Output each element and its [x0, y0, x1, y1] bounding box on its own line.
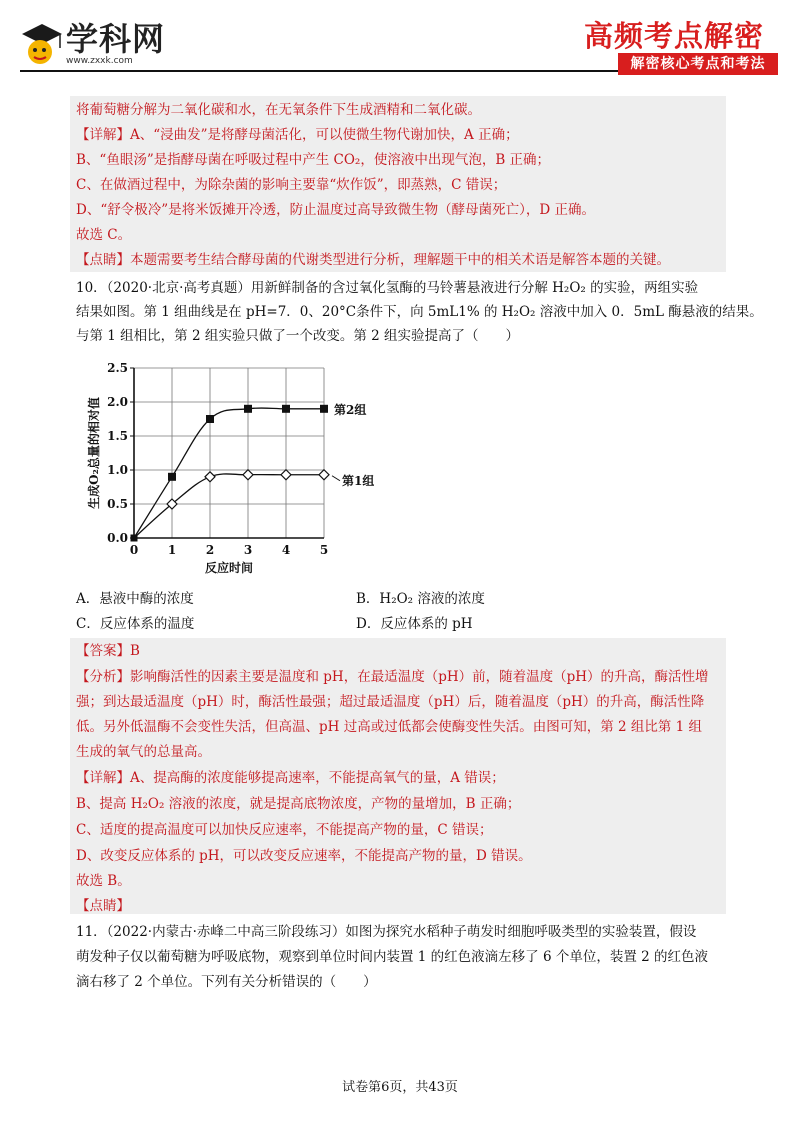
x-tick-label: 5 [319, 543, 329, 557]
q9-line: 【点睛】本题需要考生结合酵母菌的代谢类型进行分析，理解题干中的相关术语是解答本题的关键。 [76, 252, 670, 268]
q10-stem-line: 10．（2020·北京·高考真题）用新鲜制备的含过氧化氢酶的马铃薯悬液进行分解 H₂O₂ 的实验，两组实验 [76, 280, 699, 296]
q10-explanation-line: 故选 B。 [76, 873, 131, 889]
q10-explanation-line: 【点睛】 [76, 898, 130, 914]
data-point-square [282, 405, 290, 413]
x-tick-label: 0 [129, 543, 139, 557]
data-point-square [168, 473, 176, 481]
data-point-square [244, 405, 252, 413]
q10-explanation-line: 【分析】影响酶活性的因素主要是温度和 pH，在最适温度（pH）前，随着温度（pH）的升高，酶活性增 [76, 669, 709, 685]
q10-explanation-line: 生成的氧气的总量高。 [76, 744, 211, 760]
y-tick-label: 0.5 [107, 497, 128, 511]
q11-stem-line: 萌发种子仅以葡萄糖为呼吸底物，观察到单位时间内装置 1 的红色液滴左移了 6 个单位，装置 2 的红色液 [76, 949, 709, 965]
data-point-diamond [243, 470, 253, 480]
logo-text: 学科网 [66, 20, 166, 58]
data-point-diamond [205, 472, 215, 482]
q10-answer: 【答案】B [76, 643, 140, 659]
x-tick-label: 2 [205, 543, 215, 557]
q9-line: B、“鱼眼汤”是指酵母菌在呼吸过程中产生 CO₂，使溶液中出现气泡，B 正确； [76, 152, 551, 168]
y-tick-label: 2.0 [107, 395, 128, 409]
banner-title: 高频考点解密 [584, 19, 765, 53]
q10-stem-line: 结果如图。第 1 组曲线是在 pH=7．0、20°C条件下，向 5mL1% 的 H₂O₂ 溶液中加入 0．5mL 酶悬液的结果。 [76, 304, 763, 320]
data-point-diamond [281, 470, 291, 480]
enzyme-reaction-chart [84, 356, 374, 578]
series-label-leader [332, 476, 340, 481]
q11-stem-line: 11．（2022·内蒙古·赤峰二中高三阶段练习）如图为探究水稻种子萌发时细胞呼吸类型的实验装置，假设 [76, 924, 697, 940]
mortarboard-logo-icon [20, 22, 64, 68]
q10-explanation-line: C、适度的提高温度可以加快反应速率，不能提高产物的量，C 错误； [76, 822, 493, 838]
option-c[interactable]: C．反应体系的温度 [76, 616, 195, 632]
q9-line: 【详解】A、“浸曲发”是将酵母菌活化，可以使微生物代谢加快，A 正确； [76, 127, 519, 143]
q11-stem-line: 滴右移了 2 个单位。下列有关分析错误的（ ） [76, 974, 377, 990]
q9-line: 将葡萄糖分解为二氧化碳和水，在无氧条件下生成酒精和二氧化碳。 [76, 102, 481, 118]
q9-line: D、“舒令极冷”是将米饭摊开冷透，防止温度过高导致微生物（酵母菌死亡），D 正确。 [76, 202, 595, 218]
option-b[interactable]: B．H₂O₂ 溶液的浓度 [356, 591, 485, 607]
y-tick-label: 1.0 [107, 463, 128, 477]
data-point-diamond [319, 470, 329, 480]
page-footer: 试卷第6页，共43页 [342, 1080, 458, 1095]
series-label: 第2组 [334, 402, 367, 417]
banner-subtitle: 解密核心考点和考法 [618, 53, 778, 75]
y-axis-label: 生成O₂总量的相对值 [87, 397, 101, 509]
option-d[interactable]: D．反应体系的 pH [356, 616, 473, 632]
y-tick-label: 0.0 [107, 531, 128, 545]
data-point-origin [131, 535, 138, 542]
q10-explanation-line: 强；到达最适温度（pH）时，酶活性最强；超过最适温度（pH）后，随着温度（pH）的升高，酶活性降 [76, 694, 705, 710]
option-a[interactable]: A．悬液中酶的浓度 [76, 591, 194, 607]
q10-explanation-line: D、改变反应体系的 pH，可以改变反应速率，不能提高产物的量，D 错误。 [76, 848, 532, 864]
x-tick-label: 4 [281, 543, 291, 557]
header-rule [20, 70, 618, 72]
y-tick-label: 2.5 [107, 361, 128, 375]
series-label: 第1组 [342, 473, 374, 488]
q9-line: 故选 C。 [76, 227, 132, 243]
x-axis-label: 反应时间 [204, 561, 254, 575]
q10-explanation-line: B、提高 H₂O₂ 溶液的浓度，就是提高底物浓度，产物的量增加，B 正确； [76, 796, 521, 812]
data-point-square [320, 405, 328, 413]
series-line-2 [134, 474, 324, 538]
y-tick-label: 1.5 [107, 429, 128, 443]
q10-explanation-line: 【详解】A、提高酶的浓度能够提高速率，不能提高氧气的量，A 错误； [76, 770, 505, 786]
q9-line: C、在做酒过程中，为除杂菌的影响主要靠“炊作饭”，即蒸熟，C 错误； [76, 177, 507, 193]
data-point-square [206, 415, 214, 423]
series-line-1 [134, 408, 324, 538]
x-tick-label: 3 [243, 543, 253, 557]
q10-stem-line: 与第 1 组相比，第 2 组实验只做了一个改变。第 2 组实验提高了（ ） [76, 328, 520, 344]
logo-url: www.zxxk.com [66, 56, 133, 66]
q10-explanation-line: 低。另外低温酶不会变性失活，但高温、pH 过高或过低都会使酶变性失活。由图可知，第 2 组比第 1 组 [76, 719, 703, 735]
x-tick-label: 1 [167, 543, 177, 557]
